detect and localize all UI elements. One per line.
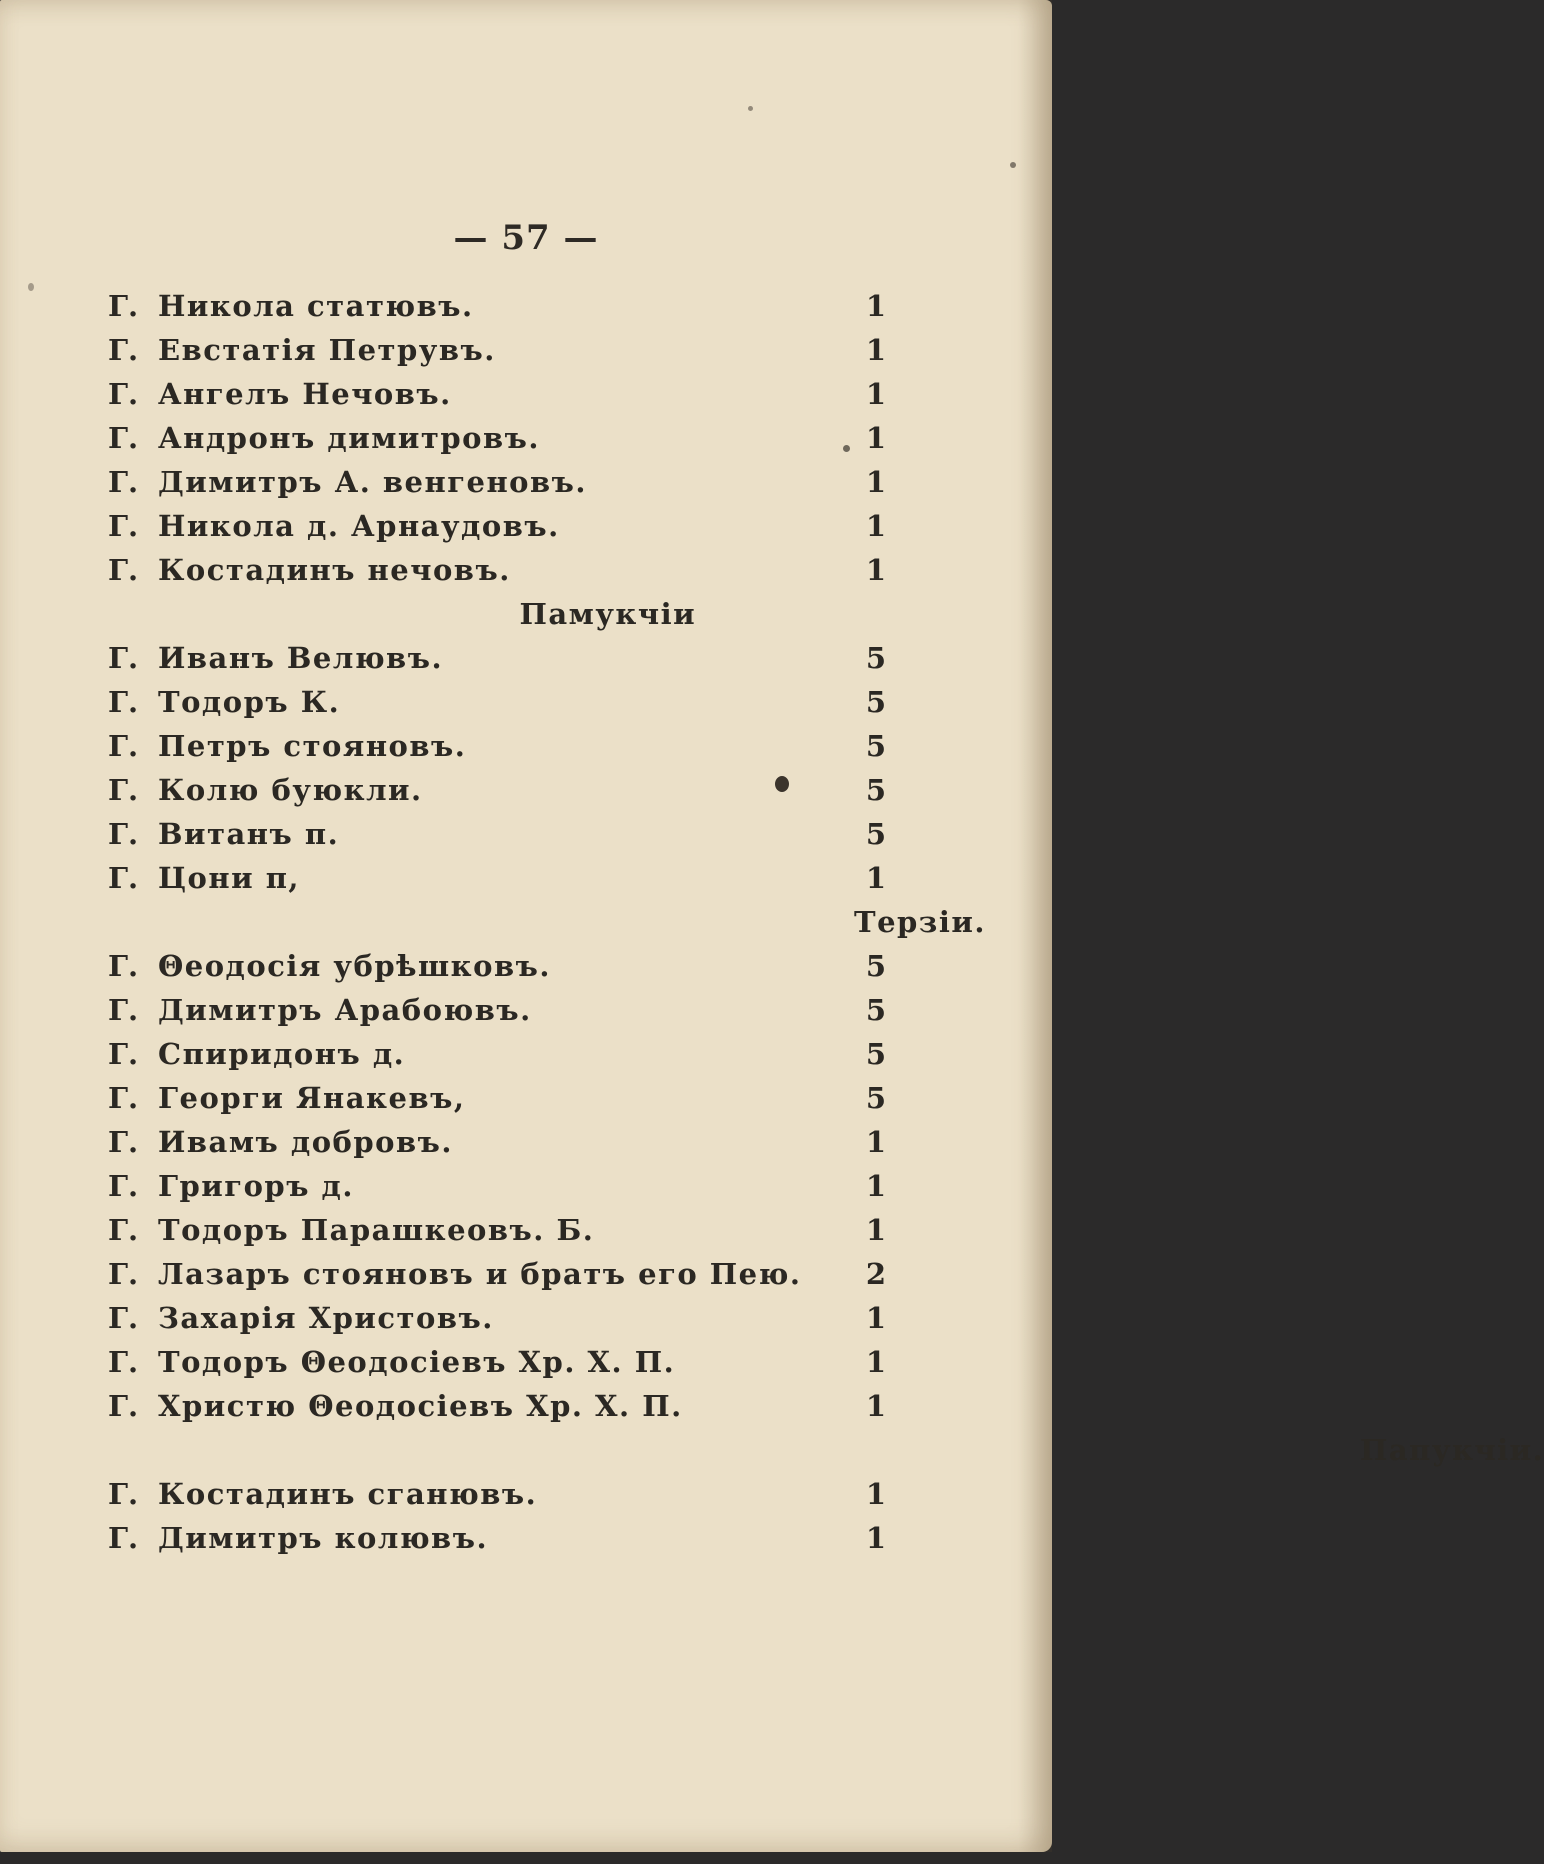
section-heading [0,594,1052,634]
list-item [0,1386,1052,1426]
list-item [0,550,1052,590]
honorific: Г. [108,817,139,851]
copy-count: 5 [865,685,887,719]
honorific: Г. [108,993,139,1027]
honorific: Г. [108,1521,139,1555]
list-item [0,638,1052,678]
copy-count: 5 [865,773,887,807]
subscriber-name: Захарія Христовъ. [158,1301,494,1335]
subscriber-name: Григоръ д. [158,1169,354,1203]
list-item [0,946,1052,986]
honorific: Г. [108,1257,139,1291]
list-item [0,1210,1052,1250]
honorific: Г. [108,377,139,411]
subscriber-name: Колю буюкли. [158,773,423,807]
page-number: — 57 — [453,218,599,258]
subscriber-name: Костадинъ сганювъ. [158,1477,538,1511]
subscriber-name: Никола статювъ. [158,289,474,323]
subscriber-name: Никола д. Арнаудовъ. [158,509,560,543]
subscriber-name: Тодоръ Θеодосіевъ Хр. Х. П. [158,1345,676,1379]
list-item [0,770,1052,810]
subscriber-name: Христю Θеодосіевъ Хр. Х. П. [158,1389,683,1423]
list-item [0,1298,1052,1338]
copy-count: 5 [865,949,887,983]
honorific: Г. [108,1477,139,1511]
section-heading-text: Папукчіи. [1360,1433,1544,1467]
copy-count: 1 [865,1389,887,1423]
section-heading-text: Терзіи. [854,905,986,939]
list-item [0,1078,1052,1118]
subscriber-name: Димитръ А. венгеновъ. [158,465,588,499]
list-item [0,1122,1052,1162]
honorific: Г. [108,509,139,543]
copy-count: 5 [865,1081,887,1115]
list-item [0,1166,1052,1206]
honorific: Г. [108,1345,139,1379]
copy-count: 5 [865,729,887,763]
list-item [0,682,1052,722]
subscriber-name: Димитръ Арабоювъ. [158,993,532,1027]
honorific: Г. [108,333,139,367]
copy-count: 5 [865,993,887,1027]
subscriber-name: Цони п, [158,861,301,895]
honorific: Г. [108,1037,139,1071]
copy-count: 1 [865,861,887,895]
subscriber-name: Петръ стояновъ. [158,729,467,763]
list-item [0,506,1052,546]
copy-count: 1 [865,289,887,323]
list-item [0,726,1052,766]
honorific: Г. [108,553,139,587]
list-item [0,418,1052,458]
copy-count: 5 [865,641,887,675]
list-item [0,1254,1052,1294]
honorific: Г. [108,421,139,455]
honorific: Г. [108,465,139,499]
honorific: Г. [108,641,139,675]
section-heading-text: Памукчіи [519,597,697,631]
honorific: Г. [108,685,139,719]
copy-count: 1 [865,509,887,543]
list-item [0,990,1052,1030]
ink-spot [748,106,753,111]
subscriber-name: Тодоръ Парашкеовъ. Б. [158,1213,595,1247]
list-item [0,1034,1052,1074]
copy-count: 5 [865,817,887,851]
copy-count: 1 [865,421,887,455]
list-item [0,286,1052,326]
copy-count: 1 [865,1477,887,1511]
subscriber-name: Θеодосія убрѣшковъ. [158,949,551,983]
honorific: Г. [108,861,139,895]
ink-spot [1010,162,1016,168]
copy-count: 1 [865,1521,887,1555]
subscriber-name: Тодоръ К. [158,685,341,719]
honorific: Г. [108,1389,139,1423]
copy-count: 5 [865,1037,887,1071]
subscriber-name: Костадинъ нечовъ. [158,553,511,587]
list-item [0,374,1052,414]
honorific: Г. [108,773,139,807]
copy-count: 1 [865,1169,887,1203]
honorific: Г. [108,729,139,763]
copy-count: 1 [865,1301,887,1335]
subscriber-name: Георги Янакевъ, [158,1081,466,1115]
copy-count: 2 [865,1257,887,1291]
copy-count: 1 [865,1213,887,1247]
honorific: Г. [108,1081,139,1115]
list-item [0,1518,1052,1558]
list-item [0,1342,1052,1382]
subscriber-name: Димитръ колювъ. [158,1521,489,1555]
section-heading [0,1430,1544,1470]
list-item [0,1474,1052,1514]
subscriber-name: Лазаръ стояновъ и братъ его Пею. [158,1257,802,1291]
subscriber-name: Ивамъ добровъ. [158,1125,453,1159]
subscriber-name: Иванъ Велювъ. [158,641,444,675]
copy-count: 1 [865,333,887,367]
subscriber-name: Андронъ димитровъ. [158,421,540,455]
list-item [0,814,1052,854]
copy-count: 1 [865,1125,887,1159]
honorific: Г. [108,1125,139,1159]
copy-count: 1 [865,553,887,587]
copy-count: 1 [865,377,887,411]
subscriber-name: Спиридонъ д. [158,1037,406,1071]
honorific: Г. [108,289,139,323]
honorific: Г. [108,949,139,983]
subscriber-name: Евстатія Петрувъ. [158,333,496,367]
subscriber-name: Витанъ п. [158,817,340,851]
honorific: Г. [108,1213,139,1247]
list-item [0,858,1052,898]
section-heading [0,902,1052,942]
subscriber-name: Ангелъ Нечовъ. [158,377,452,411]
list-item [0,330,1052,370]
honorific: Г. [108,1301,139,1335]
copy-count: 1 [865,1345,887,1379]
honorific: Г. [108,1169,139,1203]
list-item [0,462,1052,502]
copy-count: 1 [865,465,887,499]
